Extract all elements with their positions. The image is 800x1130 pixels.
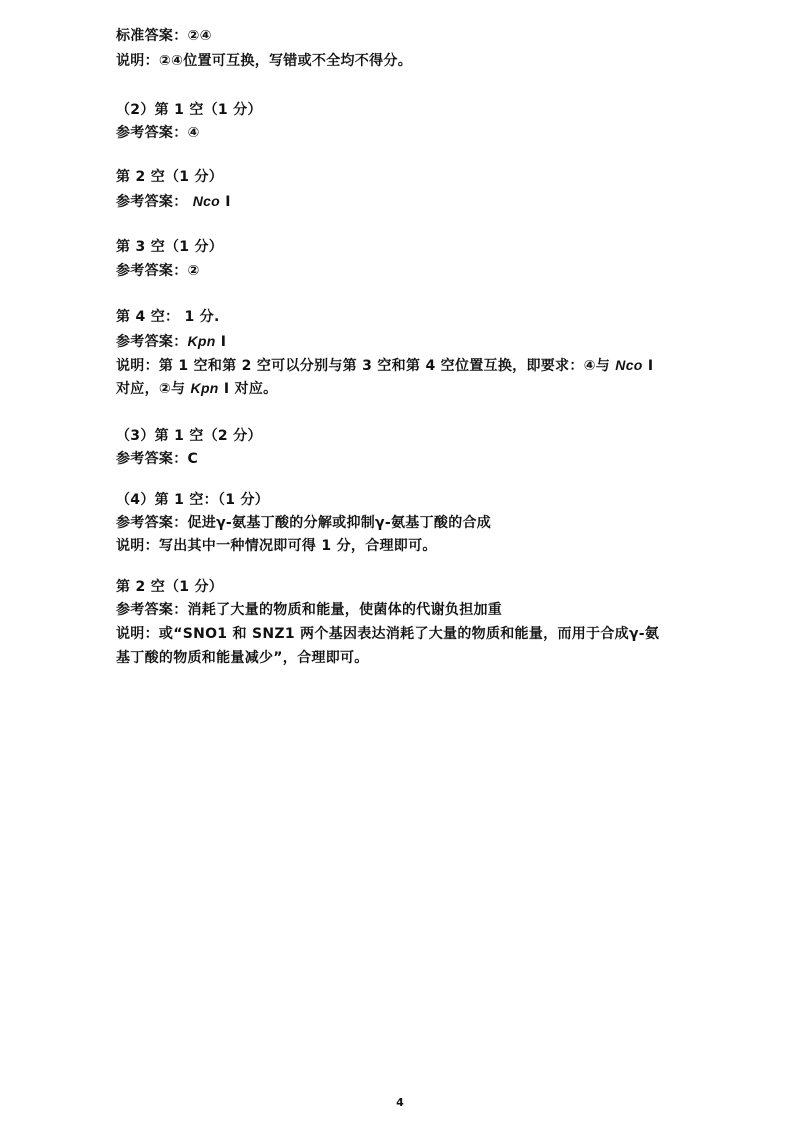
- reference-answer-line: [116, 191, 231, 212]
- reference-answer-line: 参考答案：消耗了大量的物质和能量，使菌体的代谢负担加重: [116, 602, 503, 618]
- explanation-line: 说明：②④位置可互换，写错或不全均不得分。: [116, 53, 413, 69]
- explanation-text: 说明：第 1 空和第 2 空可以分别与第 3 空和第 4 空位置互换，即要求：④与: [116, 358, 616, 374]
- reference-answer-line: 参考答案：促进γ-氨基丁酸的分解或抑制γ-氨基丁酸的合成: [116, 515, 492, 531]
- answer-label: 参考答案：: [116, 194, 193, 210]
- answer-suffix: I: [215, 334, 227, 350]
- page-number: 4: [396, 1096, 404, 1109]
- explanation-continuation: 基丁酸的物质和能量减少”，合理即可。: [116, 650, 369, 666]
- question-4-blank-1-heading: （4）第 1 空：（1 分）: [116, 492, 270, 508]
- explanation-continuation: [116, 378, 277, 399]
- answer-label: 参考答案：: [116, 334, 188, 350]
- reference-answer-line: 参考答案：④: [116, 125, 200, 141]
- gene-name: Kpn: [187, 333, 216, 349]
- explanation-line: 说明：或“SNO1 和 SNZ1 两个基因表达消耗了大量的物质和能量，而用于合成γ-氨: [116, 626, 660, 642]
- reference-answer-line: 参考答案：C: [116, 451, 199, 467]
- explanation-suffix: I 对应。: [218, 381, 278, 397]
- answer-suffix: I: [220, 194, 231, 210]
- gene-name: Nco: [615, 357, 643, 373]
- blank-2-heading: 第 2 空（1 分）: [116, 169, 224, 185]
- explanation-line: [116, 355, 653, 376]
- gene-name: Nco: [192, 193, 221, 209]
- explanation-suffix: I: [642, 358, 654, 374]
- question-3-blank-1-heading: （3）第 1 空（2 分）: [116, 428, 262, 444]
- blank-2-heading: 第 2 空（1 分）: [116, 579, 224, 595]
- gene-name: Kpn: [190, 380, 219, 396]
- blank-4-heading: 第 4 空： 1 分.: [116, 309, 220, 325]
- standard-answer-line: 标准答案：②④: [116, 28, 212, 44]
- question-2-blank-1-heading: （2）第 1 空（1 分）: [116, 102, 262, 118]
- blank-3-heading: 第 3 空（1 分）: [116, 239, 224, 255]
- reference-answer-line: 参考答案：②: [116, 263, 200, 279]
- explanation-text: 对应，②与: [116, 381, 191, 397]
- reference-answer-line: [116, 331, 226, 352]
- explanation-line: 说明：写出其中一种情况即可得 1 分，合理即可。: [116, 538, 437, 554]
